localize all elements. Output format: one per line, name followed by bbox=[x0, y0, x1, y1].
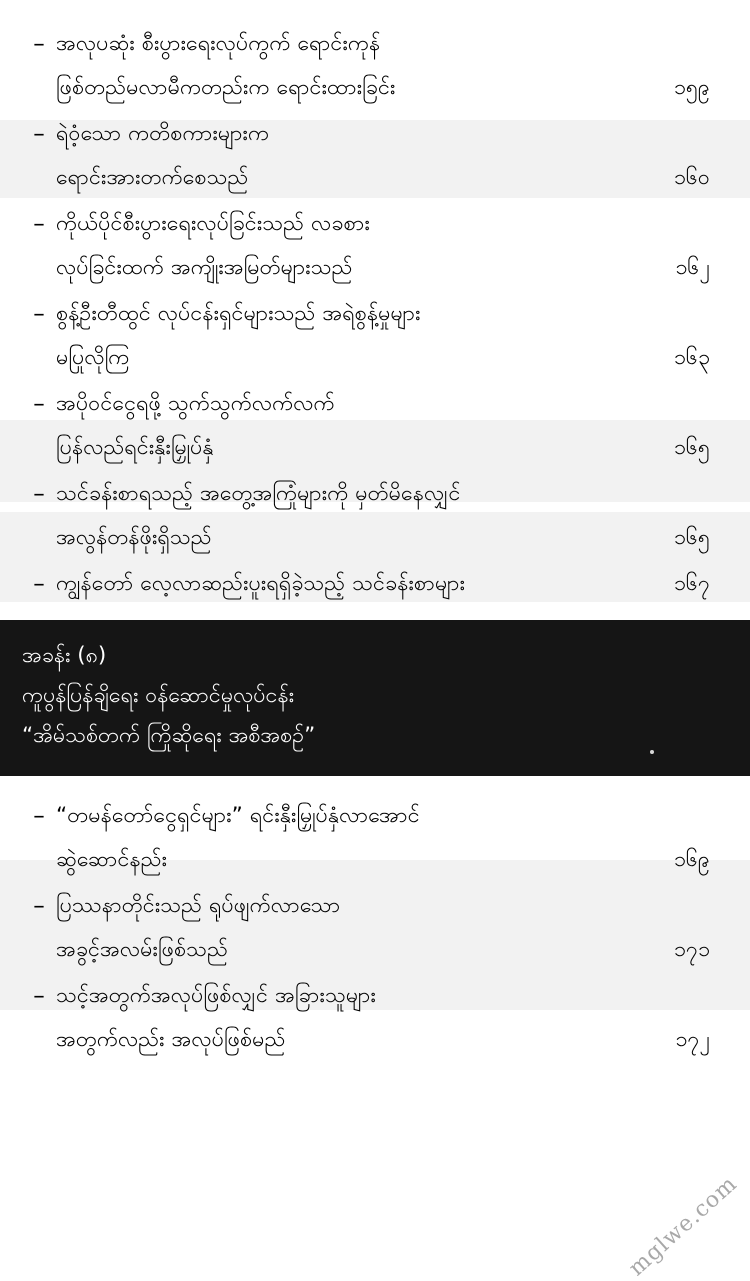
toc-entry-text: အလုပဆုံး စီးပွားရေးလုပ်ကွက် ရောင်းကုန် bbox=[56, 31, 381, 56]
chapter-number: အခန်း (၈) bbox=[22, 643, 107, 668]
toc-entry-text: “တမန်တော်ငွေရှင်များ” ရင်းနှီးမြှုပ်နှံလာအောင် bbox=[56, 803, 420, 828]
toc-entry-text: ပြန်လည်ရင်းနှီးမြှုပ်နှံ bbox=[56, 435, 214, 460]
bullet-dash: – bbox=[33, 31, 45, 57]
toc-entry-text: အတွက်လည်း အလုပ်ဖြစ်မည် bbox=[56, 1027, 286, 1052]
toc-entry-body bbox=[56, 292, 710, 380]
bullet-dash: – bbox=[33, 983, 45, 1009]
toc-entry-text: ကျွန်တော် လေ့လာဆည်းပူးရရှိခဲ့သည့် သင်ခန်းစာများ bbox=[56, 571, 466, 596]
chapter-subtitle: “အိမ်သစ်တက် ကြိုဆိုရေး အစီအစဉ်” bbox=[22, 723, 316, 748]
toc-entry-body bbox=[56, 794, 710, 882]
toc-entry bbox=[22, 562, 710, 606]
toc-entry-text: မပြုလိုကြ bbox=[56, 345, 130, 370]
toc-entry-body bbox=[56, 974, 710, 1062]
toc-entry-line bbox=[56, 66, 710, 110]
toc-entry-body bbox=[56, 22, 710, 110]
toc-entry-line bbox=[56, 928, 710, 972]
toc-entry-line bbox=[56, 202, 710, 246]
bullet-dash: – bbox=[33, 893, 45, 919]
toc-entry-text: လုပ်ခြင်းထက် အကျိုးအမြတ်များသည် bbox=[56, 255, 353, 280]
toc-entry-text: အခွင့်အလမ်းဖြစ်သည် bbox=[56, 937, 228, 962]
bullet-dash: – bbox=[33, 121, 45, 147]
bullet-dash: – bbox=[33, 301, 45, 327]
toc-entry-line bbox=[56, 292, 710, 336]
toc-entry bbox=[22, 974, 710, 1062]
chapter-title: ကူပွန်ပြန်ချိရေး ဝန်ဆောင်မှုလုပ်ငန်း bbox=[22, 683, 295, 708]
toc-list-bottom bbox=[22, 794, 710, 1062]
toc-entry-body bbox=[56, 472, 710, 560]
toc-entry-body bbox=[56, 562, 710, 606]
toc-entry-line bbox=[56, 516, 710, 560]
bullet-dash: – bbox=[33, 391, 45, 417]
toc-entry-text: ပြဿနာတိုင်းသည် ရုပ်ဖျက်လာသော bbox=[56, 893, 341, 918]
toc-page-number: ၁၆၂ bbox=[675, 255, 710, 280]
toc-entry-line bbox=[56, 246, 710, 290]
toc-entry-body bbox=[56, 884, 710, 972]
toc-entry bbox=[22, 292, 710, 380]
toc-entry-line bbox=[56, 336, 710, 380]
toc-entry-line bbox=[56, 974, 710, 1018]
toc-entry bbox=[22, 794, 710, 882]
toc-page-number: ၁၆၅ bbox=[673, 525, 710, 550]
toc-entry bbox=[22, 22, 710, 110]
toc-entry-line bbox=[56, 156, 710, 200]
toc-entry-line bbox=[56, 472, 710, 516]
toc-entry-text: သင်ခန်းစာရသည့် အတွေ့အကြုံများကို မှတ်မိနေလျှင် bbox=[56, 481, 461, 506]
toc-page-number: ၁၅၉ bbox=[673, 75, 710, 100]
toc-entry-text: ရောင်းအားတက်စေသည် bbox=[56, 165, 249, 190]
toc-entry-text: အလွန်တန်ဖိုးရှိသည် bbox=[56, 525, 212, 550]
toc-page-number: ၁၆၇ bbox=[673, 571, 710, 596]
toc-entry-text: စွန့်ဦးတီထွင် လုပ်ငန်းရှင်များသည် အရဲစွန့်မှုများ bbox=[56, 301, 421, 326]
toc-page-number: ၁၇၁ bbox=[673, 937, 710, 962]
toc-entry bbox=[22, 884, 710, 972]
toc-page-number: ၁၆၀ bbox=[673, 165, 710, 190]
toc-entry-line bbox=[56, 794, 710, 838]
toc-entry-body bbox=[56, 202, 710, 290]
toc-entry-line bbox=[56, 22, 710, 66]
toc-page-number: ၁၆၉ bbox=[673, 847, 710, 872]
toc-entry-text: ကိုယ်ပိုင်စီးပွားရေးလုပ်ခြင်းသည် လခစား bbox=[56, 211, 370, 236]
toc-entry-text: အပိုဝင်ငွေရဖို့ သွက်သွက်လက်လက် bbox=[56, 391, 335, 416]
toc-entry-line bbox=[56, 382, 710, 426]
toc-entry-line bbox=[56, 1018, 710, 1062]
toc-page-number: ၁၆၅ bbox=[673, 435, 710, 460]
toc-entry-text: ဖြစ်တည်မလာမီကတည်းက ရောင်းထားခြင်း bbox=[56, 75, 396, 100]
bullet-dash: – bbox=[33, 571, 45, 597]
toc-entry-line bbox=[56, 112, 710, 156]
toc-entry bbox=[22, 382, 710, 470]
toc-list-top bbox=[22, 22, 710, 606]
toc-page-number: ၁၆၃ bbox=[673, 345, 710, 370]
bullet-dash: – bbox=[33, 211, 45, 237]
bullet-dash: – bbox=[33, 803, 45, 829]
toc-entry bbox=[22, 202, 710, 290]
toc-entry-text: ဆွဲဆောင်နည်း bbox=[56, 847, 168, 872]
toc-page-number: ၁၇၂ bbox=[675, 1027, 710, 1052]
toc-entry-body bbox=[56, 382, 710, 470]
toc-entry-text: သင့်အတွက်အလုပ်ဖြစ်လျှင် အခြားသူများ bbox=[56, 983, 376, 1008]
toc-entry-line bbox=[56, 884, 710, 928]
toc-entry-body bbox=[56, 112, 710, 200]
toc-entry-line bbox=[56, 562, 710, 606]
toc-entry bbox=[22, 112, 710, 200]
chapter-banner bbox=[0, 620, 750, 776]
toc-entry-line bbox=[56, 426, 710, 470]
toc-entry-text: ရဲဝံ့သော ကတိစကားများက bbox=[56, 121, 270, 146]
speck-dot bbox=[650, 750, 654, 754]
bullet-dash: – bbox=[33, 481, 45, 507]
toc-entry-line bbox=[56, 838, 710, 882]
watermark: mglwe.com bbox=[624, 1171, 742, 1281]
toc-entry bbox=[22, 472, 710, 560]
